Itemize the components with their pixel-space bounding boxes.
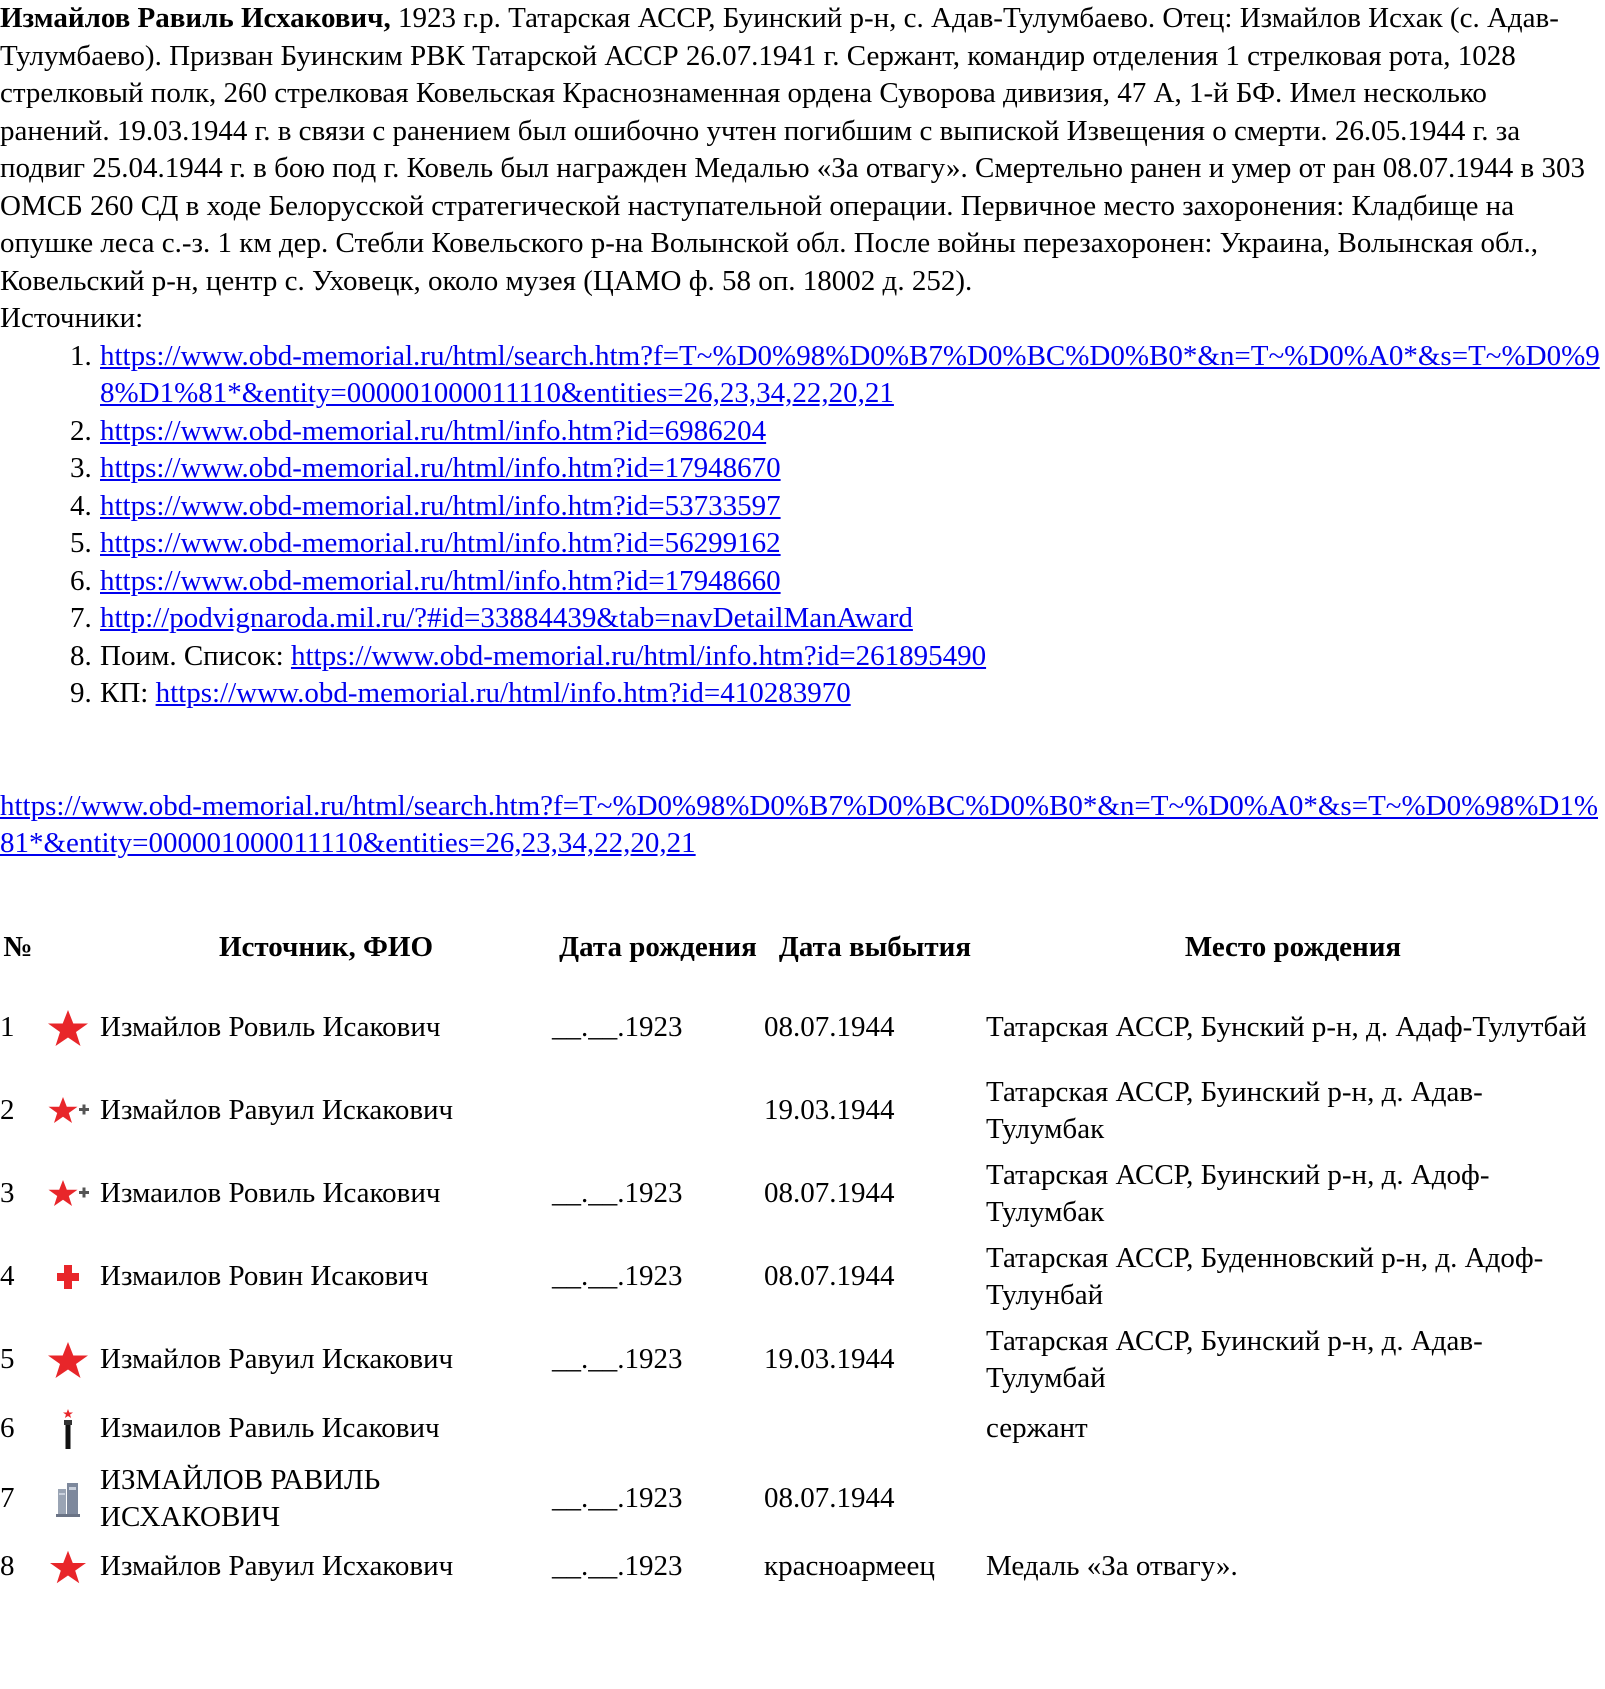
row-birth-date: __.__.1923 xyxy=(552,1177,683,1210)
row-departure-date: 08.07.1944 xyxy=(764,1177,895,1210)
biography-text: 1923 г.р. Татарская АССР, Буинский р-н, с. Адав-Тулумбаево. Отец: Измайлов Исхак (с. Адав-Тулумбаево). Призван Буинским РВК Татарской АССР 26.07.1941 г. Сержант, командир отделения 1 стрелковая рота, 1028 стрелковый полк, 260 стрелковая Ковельская Краснознаменная ордена Суворова дивизия, 47 А, 1-й БФ. Имел несколько ранений. 19.03.1944 г. в связи с ранением был ошибочно учтен погибшим с выпиской Извещения о смерти. 26.05.1944 г. за подвиг 25.04.1944 г. в бою под г. Ковель был награжден Медалью «За отвагу». Смертельно ранен и умер от ран 08.07.1944 в 303 ОМСБ 260 СД в ходе Белорусской стратегической наступательной операции. Первичное место захоронения: Кладбище на опушке леса с.-з. 1 км дер. Стебли Ковельского р-на Волынской обл. После войны перезахоронен: Украина, Волынская обл., Ковельский р-н, центр с. Уховецк, около музея (ЦАМО ф. 58 оп. 18002 д. 252). xyxy=(0,2,1585,297)
header-birth-date: Дата рождения xyxy=(559,930,757,963)
row-departure-date: 08.07.1944 xyxy=(764,1482,895,1515)
table-row[interactable] xyxy=(0,1457,1600,1542)
source-link[interactable]: https://www.obd-memorial.ru/html/info.htm?id=6986204 xyxy=(100,414,767,447)
row-birth-date xyxy=(552,1070,764,1153)
source-link[interactable]: https://www.obd-memorial.ru/html/search.htm?f=T~%D0%98%D0%B7%D0%BC%D0%B0*&n=T~%D0%A0*&s=T~%D0%98%D1%81*&entity=000001000011110&entities=26,23,34,22,20,21 xyxy=(100,339,1600,409)
row-number: 3 xyxy=(0,1177,15,1210)
person-name: Измайлов Равиль Исхакович, xyxy=(0,2,391,34)
row-departure-date: 08.07.1944 xyxy=(764,1011,895,1044)
row-birth-place: Татарская АССР, Буинский р-н, д. Адоф-Тулумбак xyxy=(986,1158,1490,1228)
source-link[interactable]: https://www.obd-memorial.ru/html/info.htm?id=17948660 xyxy=(100,564,781,597)
red-star-cross-icon xyxy=(45,1093,91,1129)
red-star-icon xyxy=(47,1549,89,1585)
soldier-icon xyxy=(45,1407,91,1451)
table-row[interactable] xyxy=(0,1402,1600,1457)
table-row[interactable] xyxy=(0,987,1600,1070)
source-prefix: Поим. Список: xyxy=(100,639,291,672)
source-item xyxy=(0,488,1605,526)
source-number: 5. xyxy=(70,527,92,559)
header-birth-place: Место рождения xyxy=(1184,930,1402,963)
row-number: 6 xyxy=(0,1412,15,1445)
red-cross-icon xyxy=(45,1259,91,1295)
source-link[interactable]: https://www.obd-memorial.ru/html/info.htm?id=261895490 xyxy=(290,639,987,672)
row-name: Измаилов Равиль Исакович xyxy=(100,1412,440,1445)
source-prefix: КП: xyxy=(100,677,156,709)
row-birth-date: __.__.1923 xyxy=(552,1549,683,1582)
row-number: 5 xyxy=(0,1343,15,1376)
row-name: Измайлов Равуил Исхакович xyxy=(100,1549,454,1582)
table-row[interactable] xyxy=(0,1070,1600,1153)
search-results-table xyxy=(0,907,1600,1592)
row-number: 2 xyxy=(0,1094,15,1127)
row-number: 4 xyxy=(0,1260,15,1293)
row-birth-date: __.__.1923 xyxy=(552,1482,683,1515)
source-item xyxy=(0,338,1605,413)
row-name: ИЗМАЙЛОВ РАВИЛЬ ИСХАКОВИЧ xyxy=(100,1463,381,1533)
source-number: 9. xyxy=(70,677,92,709)
row-number: 7 xyxy=(0,1482,15,1515)
row-rank: красноармеец xyxy=(764,1549,935,1582)
table-row[interactable] xyxy=(0,1319,1600,1402)
row-birth-place: Татарская АССР, Буденновский р-н, д. Адоф-Тулунбай xyxy=(986,1241,1544,1311)
source-number: 2. xyxy=(70,414,92,447)
row-birth-place: сержант xyxy=(986,1412,1088,1445)
source-link[interactable]: https://www.obd-memorial.ru/html/info.htm?id=56299162 xyxy=(100,527,781,559)
source-item xyxy=(0,600,1605,638)
sources-heading: Источники: xyxy=(0,302,144,334)
row-birth-place: Татарская АССР, Буинский р-н, д. Адав-Тулумбак xyxy=(986,1075,1483,1145)
header-number: № xyxy=(3,930,33,963)
header-departure-date: Дата выбытия xyxy=(778,930,972,963)
row-number: 8 xyxy=(0,1549,15,1582)
row-name: Измайлов Ровиль Исакович xyxy=(100,1011,441,1044)
source-item xyxy=(0,525,1605,563)
source-link[interactable]: https://www.obd-memorial.ru/html/info.htm?id=410283970 xyxy=(155,677,851,709)
source-number: 8. xyxy=(70,639,92,672)
sources-list xyxy=(0,338,1605,713)
row-birth-place xyxy=(986,1457,1600,1542)
source-number: 6. xyxy=(70,564,92,597)
row-birth-date: __.__.1923 xyxy=(552,1343,683,1376)
row-number: 1 xyxy=(0,1011,15,1044)
row-birth-place: Татарская АССР, Бунский р-н, д. Адаф-Тулутбай xyxy=(986,1011,1587,1044)
table-row[interactable] xyxy=(0,1153,1600,1236)
table-header-row xyxy=(0,907,1600,987)
source-link[interactable]: https://www.obd-memorial.ru/html/info.htm?id=17948670 xyxy=(100,452,781,484)
biography-paragraph xyxy=(0,0,1600,300)
search-results-link[interactable]: https://www.obd-memorial.ru/html/search.htm?f=T~%D0%98%D0%B7%D0%BC%D0%B0*&n=T~%D0%A0*&s=T~%D0%98%D1%81*&entity=000001000011110&entities=26,23,34,22,20,21 xyxy=(0,789,1598,859)
source-item xyxy=(0,413,1605,451)
source-number: 4. xyxy=(70,489,92,522)
row-name: Измайлов Равуил Искакович xyxy=(100,1343,454,1376)
row-name: Измайлов Равуил Искакович xyxy=(100,1094,454,1127)
row-birth-date: __.__.1923 xyxy=(552,1011,683,1044)
row-name: Измаилов Ровиль Исакович xyxy=(100,1177,441,1210)
row-departure-date xyxy=(764,1402,986,1457)
header-source-name: Источник, ФИО xyxy=(218,930,434,963)
red-star-icon xyxy=(45,1008,91,1048)
table-row[interactable] xyxy=(0,1542,1600,1592)
row-birth-date xyxy=(552,1402,764,1457)
table-row[interactable] xyxy=(0,1236,1600,1319)
source-item xyxy=(0,638,1605,676)
source-item xyxy=(0,450,1605,488)
row-departure-date: 19.03.1944 xyxy=(764,1343,895,1376)
red-star-icon xyxy=(45,1340,91,1380)
source-number: 7. xyxy=(70,602,92,634)
source-number: 1. xyxy=(70,339,92,372)
row-birth-place: Татарская АССР, Буинский р-н, д. Адав-Тулумбай xyxy=(986,1324,1483,1394)
source-item xyxy=(0,675,1605,713)
row-award: Медаль «За отвагу». xyxy=(986,1549,1238,1582)
red-star-cross-icon xyxy=(45,1176,91,1212)
row-departure-date: 19.03.1944 xyxy=(764,1094,895,1127)
source-item xyxy=(0,563,1605,601)
source-link[interactable]: https://www.obd-memorial.ru/html/info.htm?id=53733597 xyxy=(100,489,781,522)
source-link[interactable]: http://podvignaroda.mil.ru/?#id=33884439&tab=navDetailManAward xyxy=(100,602,913,634)
row-departure-date: 08.07.1944 xyxy=(764,1260,895,1293)
row-name: Измаилов Ровин Исакович xyxy=(100,1260,429,1293)
row-birth-date: __.__.1923 xyxy=(552,1260,683,1293)
monument-icon xyxy=(45,1479,91,1519)
source-number: 3. xyxy=(70,452,92,484)
